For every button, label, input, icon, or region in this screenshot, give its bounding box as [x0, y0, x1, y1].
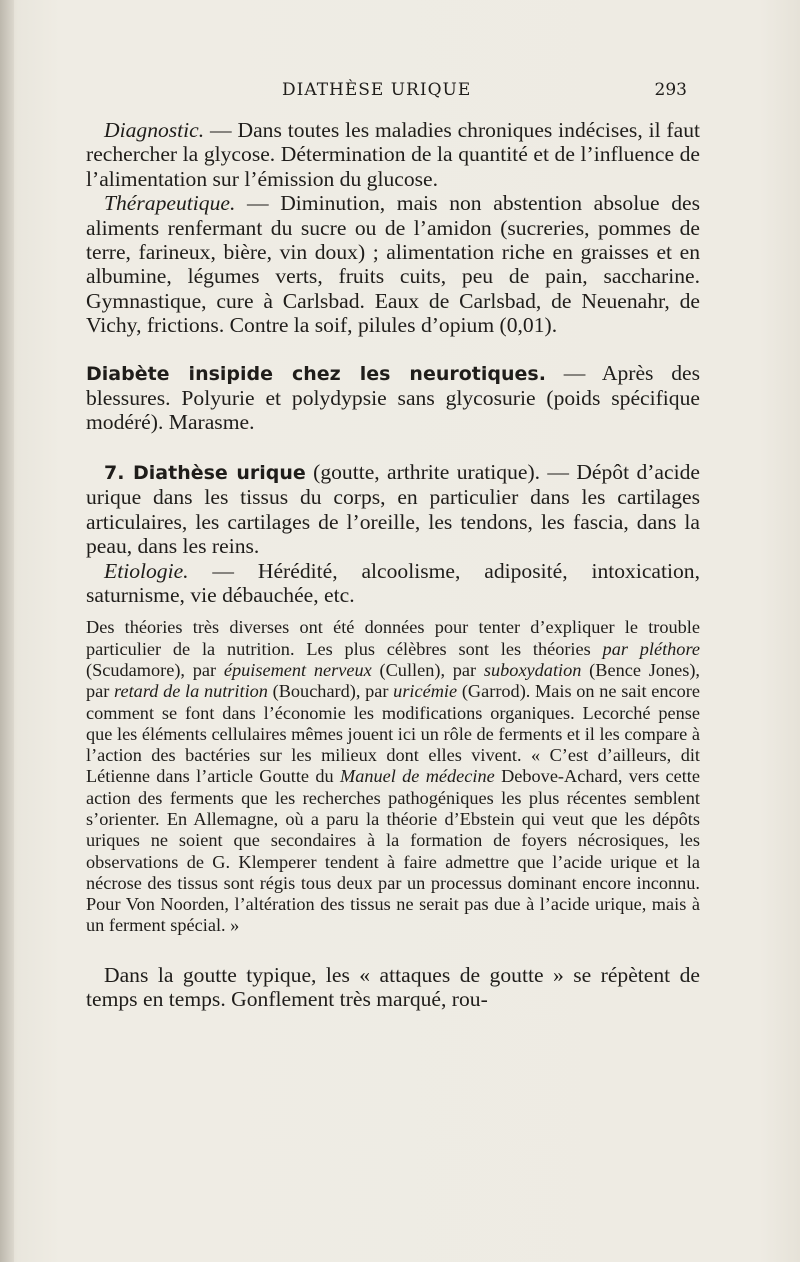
body-text [86, 118, 700, 1012]
theory-epuisement: épuisement nerveux [223, 659, 372, 680]
theories-text-1: Des théories très diverses ont été données pour tenter d’expliquer le trouble particulier de la nutrition. Les plus célèbres sont les théories [86, 617, 700, 659]
therapeutique-text: — Diminution, mais non abstention absolue des aliments renfermant du sucre ou de l’amidon (sucreries, pommes de terre, farineux, bière, vin doux) ; alimentation riche en graisses et en albumine, légumes verts, fruits cuits, peu de pain, saccharine. Gymnastique, cure à Carlsbad. Eaux de Carlsbad, de Neuenahr, de Vichy, frictions. Contre la soif, pilules d’opium (0,01). [86, 191, 700, 338]
paragraph-diabete-insipide [86, 361, 700, 435]
page-header [86, 80, 686, 106]
diabete-text: — Après des blessures. Polyurie et polydypsie sans glycosurie (poids spécifique modéré). Marasme. [86, 360, 700, 435]
theories-text-6: (Garrod). Mais on ne sait encore comment se font dans l’économie les modifications organiques. Lecorché pense que les éléments cellulaires mêmes jouent ici un rôle de ferments et il les compare à l’action des bactéries sur les milieux dont elles vivent. « C’est d’ailleurs, dit Létienne dans l’article Goutte du [86, 681, 700, 787]
paragraph-etiologie [86, 559, 700, 608]
theory-suboxydation: suboxydation [483, 659, 582, 680]
diagnostic-label: Diagnostic. [104, 118, 205, 142]
therapeutique-label: Thérapeutique. [104, 191, 236, 216]
theory-uricemie: uricémie [393, 681, 458, 702]
theories-text-4: (Bence Jones), par [86, 659, 700, 702]
diathese-text: (goutte, arthrite uratique). — Dépôt d’acide urique dans les tissus du corps, en particulier dans les cartilages articulaires, les cartilages de l’oreille, les tendons, les fascia, dans la peau, dans les reins. [86, 459, 700, 559]
theories-text-2: (Scudamore), par [86, 659, 224, 680]
diagnostic-text: — Dans toutes les maladies chroniques indécises, il faut rechercher la glycose. Détermination de la quantité et de l’influence de l’alimentation sur l’émission du glucose. [86, 118, 700, 191]
etiologie-label: Etiologie. [104, 558, 189, 583]
theory-retard: retard de la nutrition [114, 681, 268, 702]
paragraph-theories [86, 617, 700, 936]
running-title: DIATHÈSE URIQUE [282, 80, 472, 100]
theories-text-3: (Cullen), par [371, 659, 484, 680]
manuel-title: Manuel de médecine [339, 766, 495, 787]
diathese-number: 7. [104, 461, 133, 484]
paragraph-diathese-urique [86, 460, 700, 559]
theories-text-7: Debove-Achard, vers cette action des ferments que les recherches pathogéniques les plus récentes semblent s’orienter. En Allemagne, où a paru la théorie d’Ebstein qui veut que les dépôts uriques ne soient que secondaires à la formation de foyers nécrosiques, les observations de G. Klemperer tendent à faire admettre que l’acide urique et la nécrose des tissus sont régis tous deux par un processus dominant encore inconnu. Pour Von Noorden, l’altération des tissus ne serait pas due à l’acide urique, mais à un ferment spécial. » [86, 766, 700, 936]
theories-text-5: (Bouchard), par [267, 681, 394, 702]
paragraph-goutte-typique: Dans la goutte typique, les « attaques de goutte » se répètent de temps en temps. Gonflement très marqué, rou- [86, 962, 700, 1012]
paragraph-diagnostic [86, 118, 700, 191]
page-number: 293 [654, 80, 687, 100]
etiologie-text: — Hérédité, alcoolisme, adiposité, intoxication, saturnisme, vie débauchée, etc. [86, 558, 700, 607]
diabete-heading: Diabète insipide chez les neurotiques. [86, 362, 546, 385]
book-gutter-shadow [0, 0, 14, 1262]
paragraph-therapeutique [86, 191, 700, 337]
theory-plethore: par pléthore [602, 638, 700, 659]
diathese-heading: Diathèse urique [133, 461, 306, 484]
